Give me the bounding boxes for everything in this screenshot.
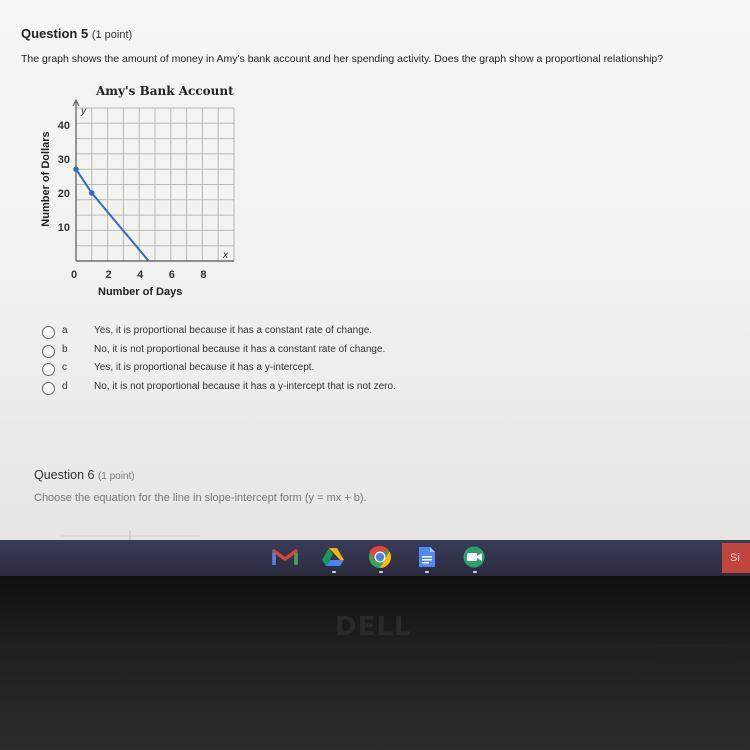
taskbar [0, 540, 750, 576]
meet-icon[interactable] [461, 546, 487, 568]
option-b[interactable] [42, 344, 462, 362]
option-letter: d [62, 381, 68, 392]
dell-logo: DELL [335, 612, 412, 642]
data-point [89, 190, 95, 196]
question-5-number: Question 5 [21, 26, 89, 41]
option-a[interactable] [42, 325, 462, 343]
x-tick-label: 6 [168, 269, 175, 281]
y-axis-letter: y [81, 106, 86, 117]
data-point [73, 166, 79, 172]
x-axis-letter: x [223, 250, 228, 261]
option-letter: b [62, 344, 68, 355]
y-tick-label: 20 [57, 188, 70, 200]
y-tick-label: 30 [57, 154, 70, 166]
option-text: Yes, it is proportional because it has a constant rate of change. [94, 325, 373, 336]
option-text: Yes, it is proportional because it has a y-intercept. [94, 362, 315, 373]
x-tick-label: 4 [137, 269, 144, 281]
sign-button[interactable]: Si [722, 543, 750, 573]
radio-b[interactable] [42, 345, 55, 358]
gmail-icon[interactable] [272, 546, 298, 568]
x-tick-label: 2 [105, 269, 112, 281]
radio-d[interactable] [42, 382, 55, 395]
chart-x-label: Number of Days [98, 286, 183, 298]
question-6-title [34, 468, 135, 482]
option-text: No, it is not proportional because it has a constant rate of change. [94, 344, 386, 355]
laptop-bezel [0, 576, 750, 750]
vent-line [655, 652, 735, 655]
chrome-active-dot [379, 571, 383, 573]
chart-y-label: Number of Dollars [40, 131, 52, 227]
docs-active-dot [425, 571, 429, 573]
radio-a[interactable] [42, 326, 55, 339]
y-tick-label: 10 [57, 222, 70, 234]
option-c[interactable] [42, 362, 462, 380]
x-tick-label: 0 [70, 269, 78, 281]
drive-active-dot [332, 571, 336, 573]
question-5-points: (1 point) [91, 29, 133, 41]
meet-active-dot [473, 571, 477, 573]
chrome-icon[interactable] [367, 546, 393, 568]
chart-plot [0, 0, 750, 330]
question-5-prompt: The graph shows the amount of money in Amy's bank account and her spending activity. Does the graph show a proportional relationship? [21, 53, 664, 65]
question-6-number: Question 6 [34, 468, 95, 482]
option-text: No, it is not proportional because it has a y-intercept that is not zero. [94, 381, 396, 392]
drive-icon[interactable] [320, 546, 346, 568]
y-tick-label: 40 [57, 120, 70, 132]
vent-line [655, 644, 735, 647]
radio-c[interactable] [42, 363, 55, 376]
option-d[interactable] [42, 381, 462, 399]
docs-icon[interactable] [414, 546, 440, 568]
vent-line [655, 660, 735, 663]
question-6-graph-peek [60, 524, 200, 540]
x-tick-label: 8 [200, 269, 207, 281]
question-6-prompt: Choose the equation for the line in slope-intercept form (y = mx + b). [34, 492, 367, 504]
option-letter: c [62, 362, 67, 373]
chart-title: Amy's Bank Account [96, 84, 234, 98]
question-6-points: (1 point) [97, 471, 135, 482]
option-letter: a [62, 325, 68, 336]
